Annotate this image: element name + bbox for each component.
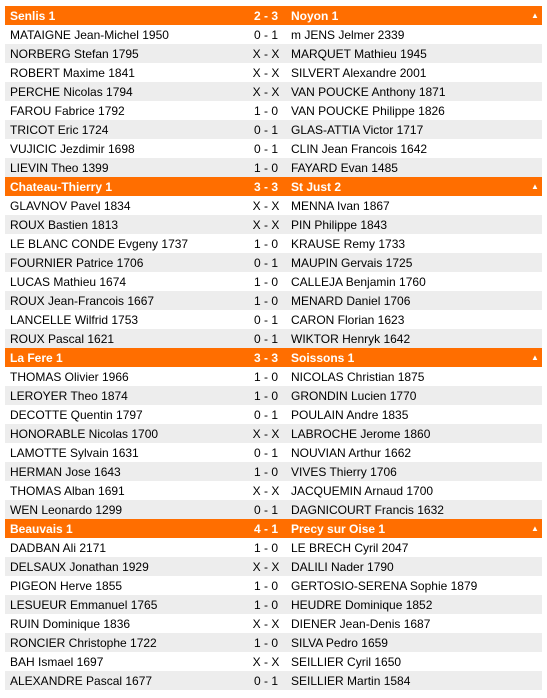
match-score: 3 - 3: [253, 350, 278, 365]
board-result: 0 - 1: [253, 502, 278, 517]
board-row: [5, 405, 542, 424]
board-result: 1 - 0: [253, 464, 278, 479]
away-player: MENNA Ivan 1867: [291, 198, 390, 213]
board-row: [5, 63, 542, 82]
away-player: WIKTOR Henryk 1642: [291, 331, 411, 346]
match-score: 4 - 1: [253, 521, 278, 536]
away-player: FAYARD Evan 1485: [291, 160, 398, 175]
collapse-up-icon[interactable]: ▲: [531, 353, 539, 362]
home-player: LANCELLE Wilfrid 1753: [10, 312, 139, 327]
home-player: LESUEUR Emmanuel 1765: [10, 597, 158, 612]
home-player: RUIN Dominique 1836: [10, 616, 131, 631]
away-player: VIVES Thierry 1706: [291, 464, 397, 479]
home-player: VUJICIC Jezdimir 1698: [10, 141, 135, 156]
away-player: DAGNICOURT Francis 1632: [291, 502, 444, 517]
board-result: X - X: [252, 84, 280, 99]
away-team-name: St Just 2: [291, 179, 342, 194]
board-row: [5, 310, 542, 329]
home-player: BAH Ismael 1697: [10, 654, 104, 669]
match-header[interactable]: [5, 177, 542, 196]
home-team-name: Chateau-Thierry 1: [10, 179, 113, 194]
home-player: DADBAN Ali 2171: [10, 540, 107, 555]
board-row: [5, 25, 542, 44]
home-player: WEN Leonardo 1299: [10, 502, 123, 517]
away-player: JACQUEMIN Arnaud 1700: [291, 483, 434, 498]
home-player: LEROYER Theo 1874: [10, 388, 128, 403]
home-player: TRICOT Eric 1724: [10, 122, 109, 137]
home-player: RONCIER Christophe 1722: [10, 635, 157, 650]
board-row: [5, 329, 542, 348]
board-result: 1 - 0: [253, 160, 278, 175]
home-player: LAMOTTE Sylvain 1631: [10, 445, 139, 460]
collapse-up-icon[interactable]: ▲: [531, 11, 539, 20]
away-player: VAN POUCKE Philippe 1826: [291, 103, 445, 118]
board-row: [5, 139, 542, 158]
match-score: 2 - 3: [253, 8, 278, 23]
board-result: 1 - 0: [253, 578, 278, 593]
board-row: [5, 614, 542, 633]
away-team-name: Noyon 1: [291, 8, 339, 23]
board-result: 0 - 1: [253, 331, 278, 346]
collapse-up-icon[interactable]: ▲: [531, 182, 539, 191]
match-header[interactable]: [5, 519, 542, 538]
home-player: PIGEON Herve 1855: [10, 578, 123, 593]
home-player: ROUX Bastien 1813: [10, 217, 119, 232]
home-player: DECOTTE Quentin 1797: [10, 407, 143, 422]
home-player: ALEXANDRE Pascal 1677: [10, 673, 153, 688]
away-player: POULAIN Andre 1835: [291, 407, 409, 422]
home-player: HERMAN Jose 1643: [10, 464, 121, 479]
away-player: PIN Philippe 1843: [291, 217, 388, 232]
home-player: PERCHE Nicolas 1794: [10, 84, 133, 99]
home-team-name: Senlis 1: [10, 8, 56, 23]
board-row: [5, 291, 542, 310]
home-player: THOMAS Olivier 1966: [10, 369, 129, 384]
away-player: KRAUSE Remy 1733: [291, 236, 406, 251]
match-header[interactable]: [5, 348, 542, 367]
home-player: FAROU Fabrice 1792: [10, 103, 125, 118]
board-result: 0 - 1: [253, 445, 278, 460]
home-player: DELSAUX Jonathan 1929: [10, 559, 149, 574]
away-player: SEILLIER Martin 1584: [291, 673, 411, 688]
board-result: X - X: [252, 426, 280, 441]
board-result: 1 - 0: [253, 369, 278, 384]
board-row: [5, 386, 542, 405]
away-player: GLAS-ATTIA Victor 1717: [291, 122, 424, 137]
board-row: [5, 82, 542, 101]
board-result: X - X: [252, 654, 280, 669]
away-player: GRONDIN Lucien 1770: [291, 388, 417, 403]
board-row: [5, 272, 542, 291]
board-result: 0 - 1: [253, 255, 278, 270]
board-result: 1 - 0: [253, 597, 278, 612]
board-result: 1 - 0: [253, 635, 278, 650]
board-result: 0 - 1: [253, 407, 278, 422]
match-header[interactable]: [5, 6, 542, 25]
board-row: [5, 158, 542, 177]
home-player: GLAVNOV Pavel 1834: [10, 198, 131, 213]
away-player: CALLEJA Benjamin 1760: [291, 274, 426, 289]
away-player: MENARD Daniel 1706: [291, 293, 411, 308]
match-results-table: [5, 6, 542, 690]
away-player: LABROCHE Jerome 1860: [291, 426, 431, 441]
home-player: FOURNIER Patrice 1706: [10, 255, 144, 270]
home-player: LE BLANC CONDE Evgeny 1737: [10, 236, 189, 251]
board-result: X - X: [252, 65, 280, 80]
board-result: X - X: [252, 217, 280, 232]
board-row: [5, 538, 542, 557]
board-row: [5, 196, 542, 215]
home-player: ROUX Pascal 1621: [10, 331, 115, 346]
board-result: 1 - 0: [253, 293, 278, 308]
board-result: X - X: [252, 559, 280, 574]
board-row: [5, 443, 542, 462]
board-row: [5, 633, 542, 652]
board-row: [5, 120, 542, 139]
home-team-name: Beauvais 1: [10, 521, 73, 536]
board-row: [5, 215, 542, 234]
home-player: ROUX Jean-Francois 1667: [10, 293, 155, 308]
board-result: 0 - 1: [253, 27, 278, 42]
away-player: MAUPIN Gervais 1725: [291, 255, 413, 270]
away-player: CLIN Jean Francois 1642: [291, 141, 428, 156]
board-row: [5, 652, 542, 671]
home-player: NORBERG Stefan 1795: [10, 46, 139, 61]
away-team-name: Precy sur Oise 1: [291, 521, 386, 536]
match-score: 3 - 3: [253, 179, 278, 194]
board-row: [5, 462, 542, 481]
board-row: [5, 500, 542, 519]
board-result: 0 - 1: [253, 312, 278, 327]
away-player: CARON Florian 1623: [291, 312, 405, 327]
away-player: NOUVIAN Arthur 1662: [291, 445, 412, 460]
home-player: LIEVIN Theo 1399: [10, 160, 109, 175]
board-row: [5, 101, 542, 120]
home-player: LUCAS Mathieu 1674: [10, 274, 127, 289]
board-result: 1 - 0: [253, 103, 278, 118]
board-row: [5, 481, 542, 500]
home-player: THOMAS Alban 1691: [10, 483, 125, 498]
away-player: HEUDRE Dominique 1852: [291, 597, 433, 612]
away-player: LE BRECH Cyril 2047: [291, 540, 409, 555]
board-result: 1 - 0: [253, 236, 278, 251]
away-player: GERTOSIO-SERENA Sophie 1879: [291, 578, 478, 593]
board-result: 1 - 0: [253, 540, 278, 555]
board-result: X - X: [252, 46, 280, 61]
board-result: 0 - 1: [253, 122, 278, 137]
away-player: DIENER Jean-Denis 1687: [291, 616, 431, 631]
away-player: NICOLAS Christian 1875: [291, 369, 425, 384]
away-player: SILVERT Alexandre 2001: [291, 65, 427, 80]
board-row: [5, 671, 542, 690]
board-result: X - X: [252, 483, 280, 498]
board-row: [5, 367, 542, 386]
board-row: [5, 595, 542, 614]
board-row: [5, 44, 542, 63]
home-team-name: La Fere 1: [10, 350, 63, 365]
board-row: [5, 253, 542, 272]
board-result: 0 - 1: [253, 141, 278, 156]
board-row: [5, 557, 542, 576]
collapse-up-icon[interactable]: ▲: [531, 524, 539, 533]
board-result: 0 - 1: [253, 673, 278, 688]
board-result: X - X: [252, 198, 280, 213]
board-result: X - X: [252, 616, 280, 631]
away-player: m JENS Jelmer 2339: [291, 27, 405, 42]
home-player: ROBERT Maxime 1841: [10, 65, 135, 80]
board-row: [5, 576, 542, 595]
away-player: VAN POUCKE Anthony 1871: [291, 84, 446, 99]
home-player: MATAIGNE Jean-Michel 1950: [10, 27, 169, 42]
away-player: MARQUET Mathieu 1945: [291, 46, 427, 61]
home-player: HONORABLE Nicolas 1700: [10, 426, 159, 441]
away-player: SILVA Pedro 1659: [291, 635, 388, 650]
board-result: 1 - 0: [253, 388, 278, 403]
board-row: [5, 424, 542, 443]
away-player: SEILLIER Cyril 1650: [291, 654, 402, 669]
away-team-name: Soissons 1: [291, 350, 355, 365]
away-player: DALILI Nader 1790: [291, 559, 394, 574]
board-result: 1 - 0: [253, 274, 278, 289]
board-row: [5, 234, 542, 253]
